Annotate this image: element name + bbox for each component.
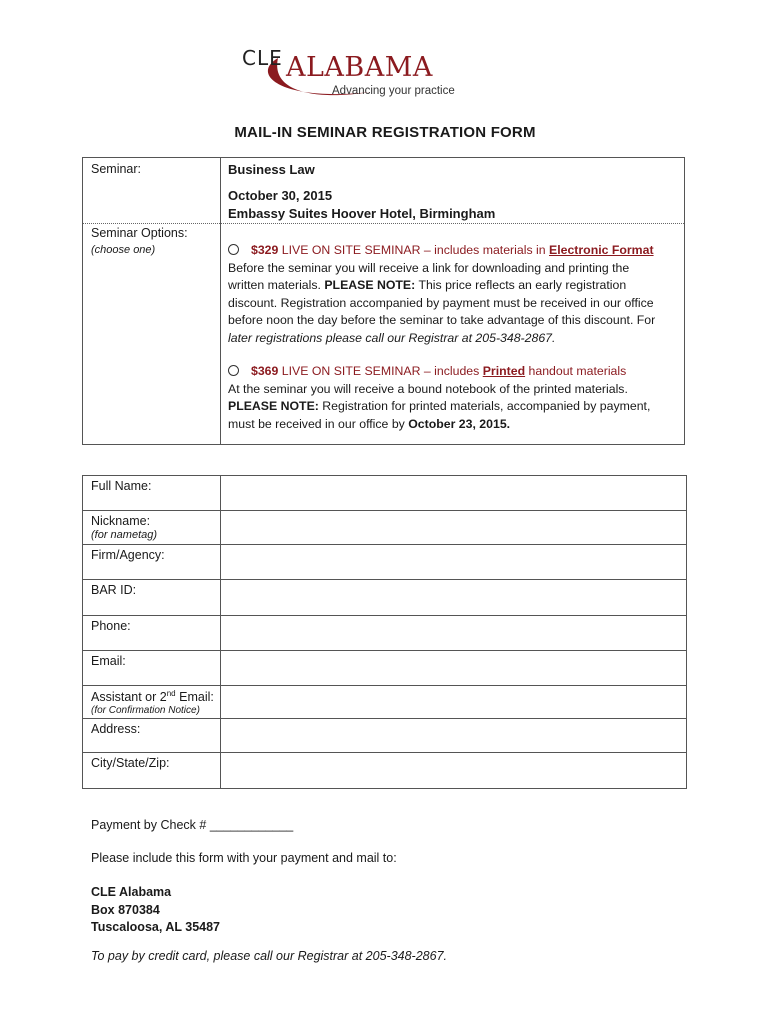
address-org: CLE Alabama: [91, 885, 172, 899]
option-2-line3: [228, 416, 683, 434]
table-row: [83, 476, 687, 511]
option-1-price: $329: [251, 243, 279, 257]
phone-label: Phone:: [83, 616, 221, 651]
option-1-line1: Before the seminar you will receive a link for downloading and printing the: [228, 260, 630, 275]
table-row: [83, 580, 687, 616]
email-label: Email:: [83, 651, 221, 686]
option-1-line5: [228, 330, 683, 348]
payment-check-line: [91, 818, 293, 832]
full-name-input[interactable]: [221, 476, 687, 511]
payment-check-label: Payment by Check #: [91, 818, 207, 832]
option-1-line5-pre: later registrations: [228, 330, 323, 345]
option-1: [228, 242, 683, 347]
option-1-header[interactable]: [228, 242, 683, 260]
seminar-name: Business Law: [228, 162, 315, 177]
option-1-line2-post: This price reflects an early registration: [418, 278, 627, 292]
contact-table: [82, 475, 687, 789]
option-1-line3: discount. Registration accompanied by payment must be received in our office: [228, 295, 654, 310]
phone-input[interactable]: [221, 616, 687, 651]
option-2-suffix: handout materials: [528, 364, 627, 378]
option-1-format: Electronic Format: [549, 243, 654, 257]
seminar-date: October 30, 2015: [228, 188, 333, 203]
table-row: [83, 686, 687, 719]
city-state-zip-input[interactable]: [221, 753, 687, 789]
table-row: [83, 753, 687, 789]
mail-instruction: Please include this form with your payment and mail to:: [91, 851, 397, 865]
nickname-label: Nickname:: [91, 514, 151, 528]
option-1-line5-post: please call our Registrar at 205-348-2867.: [325, 330, 556, 345]
option-1-radio[interactable]: [228, 244, 239, 255]
assistant-email-input[interactable]: [221, 686, 687, 719]
address-box: Box 870384: [91, 902, 160, 917]
option-1-please-note: PLEASE NOTE:: [324, 278, 416, 292]
cle-alabama-logo: [240, 44, 500, 104]
row-divider: [83, 223, 684, 224]
payment-check-blank[interactable]: ____________: [209, 818, 294, 832]
assistant-email-label-pre: Assistant or 2: [91, 690, 167, 705]
option-1-includes: includes materials in: [434, 243, 546, 257]
table-row: [83, 511, 687, 545]
option-1-line2-pre: written materials.: [228, 278, 321, 292]
assistant-email-sublabel: (for Confirmation Notice): [91, 705, 200, 717]
bar-id-input[interactable]: [221, 580, 687, 616]
city-state-zip-label: City/State/Zip:: [83, 753, 221, 789]
seminar-label: Seminar:: [91, 162, 142, 176]
option-2-line3-pre: must be received in our office by: [228, 416, 405, 431]
option-2-line1: At the seminar you will receive a bound notebook of the printed materials.: [228, 381, 628, 396]
option-2: [228, 363, 683, 433]
nickname-sublabel: (for nametag): [91, 529, 158, 541]
logo-alabama-text: ALABAMA: [286, 52, 433, 83]
form-title: MAIL-IN SEMINAR REGISTRATION FORM: [234, 124, 536, 141]
email-input[interactable]: [221, 651, 687, 686]
assistant-email-label-cell: [83, 686, 221, 719]
address-city: Tuscaloosa, AL 35487: [91, 920, 220, 934]
table-row: [83, 616, 687, 651]
option-2-type: LIVE ON SITE SEMINAR –: [281, 364, 431, 378]
table-row: [83, 719, 687, 753]
option-1-type: LIVE ON SITE SEMINAR –: [281, 243, 431, 257]
option-2-format: Printed: [482, 364, 526, 378]
option-2-deadline: October 23, 2015.: [408, 416, 511, 431]
seminar-table: [82, 157, 685, 445]
option-2-header[interactable]: [228, 363, 683, 381]
option-2-line2: [228, 398, 683, 416]
assistant-email-label-post: Email:: [175, 690, 214, 705]
nickname-input[interactable]: [221, 511, 687, 545]
logo-tagline: Advancing your practice: [332, 85, 455, 97]
nickname-label-cell: [83, 511, 221, 545]
table-row: [83, 651, 687, 686]
assistant-email-label: [91, 690, 214, 704]
seminar-venue: Embassy Suites Hoover Hotel, Birmingham: [228, 206, 496, 221]
full-name-label: Full Name:: [83, 476, 221, 511]
logo-cle-text: CLE: [242, 46, 283, 70]
firm-agency-input[interactable]: [221, 545, 687, 580]
credit-card-note: To pay by credit card, please call our Registrar at 205-348-2867.: [91, 949, 447, 963]
option-1-line4: before noon the day before the seminar to take advantage of this discount. For: [228, 313, 656, 327]
assistant-email-label-sup: nd: [166, 689, 176, 698]
option-2-includes: includes: [434, 364, 480, 378]
option-2-price: $369: [251, 364, 279, 378]
mailing-address: [91, 884, 220, 937]
address-label: Address:: [83, 719, 221, 753]
table-row: [83, 545, 687, 580]
option-2-line2-post: Registration for printed materials, accompanied by payment,: [322, 399, 651, 413]
firm-agency-label: Firm/Agency:: [83, 545, 221, 580]
options-label: Seminar Options:: [91, 226, 188, 240]
option-2-radio[interactable]: [228, 365, 239, 376]
option-1-line2: [228, 277, 683, 295]
option-2-please-note: PLEASE NOTE:: [228, 399, 319, 413]
column-divider: [220, 158, 221, 444]
bar-id-label: BAR ID:: [83, 580, 221, 616]
address-input[interactable]: [221, 719, 687, 753]
options-sublabel: (choose one): [91, 244, 156, 256]
